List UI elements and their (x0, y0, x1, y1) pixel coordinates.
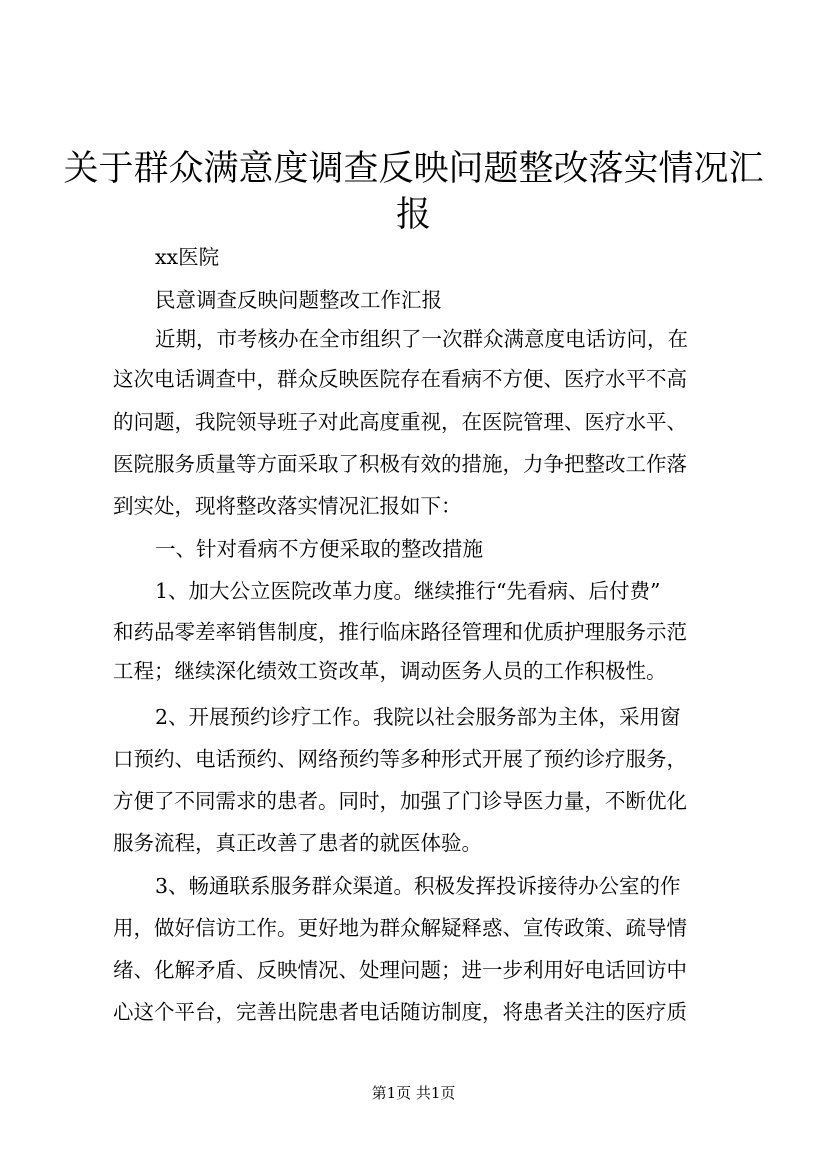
paragraph-line: 的问题，我院领导班子对此高度重视，在医院管理、医疗水平、 (113, 410, 687, 434)
paragraph-line: 口预约、电话预约、网络预约等多种形式开展了预约诊疗服务， (113, 747, 687, 771)
paragraph-line: 用，做好信访工作。更好地为群众解疑释惑、宣传政策、疏导情 (113, 916, 687, 940)
paragraph-line: 近期，市考核办在全市组织了一次群众满意度电话访问，在 (155, 327, 688, 351)
paragraph-line: 3、畅通联系服务群众渠道。积极发挥投诉接待办公室的作 (155, 874, 681, 898)
document-title-line-1: 关于群众满意度调查反映问题整改落实情况汇 (63, 149, 764, 189)
document-title-line-2: 报 (395, 195, 431, 235)
section-heading: 一、针对看病不方便采取的整改措施 (155, 537, 483, 561)
paragraph-line: 到实处，现将整改落实情况汇报如下： (113, 494, 462, 518)
paragraph-line: 工程；继续深化绩效工资改革，调动医务人员的工作积极性。 (113, 659, 667, 683)
paragraph-line: 医院服务质量等方面采取了积极有效的措施，力争把整改工作落 (113, 452, 687, 476)
paragraph-line: 服务流程，真正改善了患者的就医体验。 (113, 831, 482, 855)
paragraph-line: 1、加大公立医院改革力度。继续推行“先看病、后付费” (155, 579, 661, 603)
paragraph-line: 心这个平台，完善出院患者电话随访制度，将患者关注的医疗质 (113, 1000, 687, 1024)
page-footer: 第1页 共1页 (371, 1084, 456, 1102)
paragraph-line: 和药品零差率销售制度，推行临床路径管理和优质护理服务示范 (113, 620, 687, 644)
paragraph-line: 2、开展预约诊疗工作。我院以社会服务部为主体，采用窗 (155, 705, 681, 729)
org-name: xx医院 (155, 245, 220, 269)
paragraph-line: 这次电话调查中，群众反映医院存在看病不方便、医疗水平不高 (113, 367, 687, 391)
paragraph-line: 绪、化解矛盾、反映情况、处理问题；进一步利用好电话回访中 (113, 958, 687, 982)
paragraph-line: 方便了不同需求的患者。同时，加强了门诊导医力量，不断优化 (113, 789, 687, 813)
report-subtitle: 民意调查反映问题整改工作汇报 (155, 288, 442, 312)
